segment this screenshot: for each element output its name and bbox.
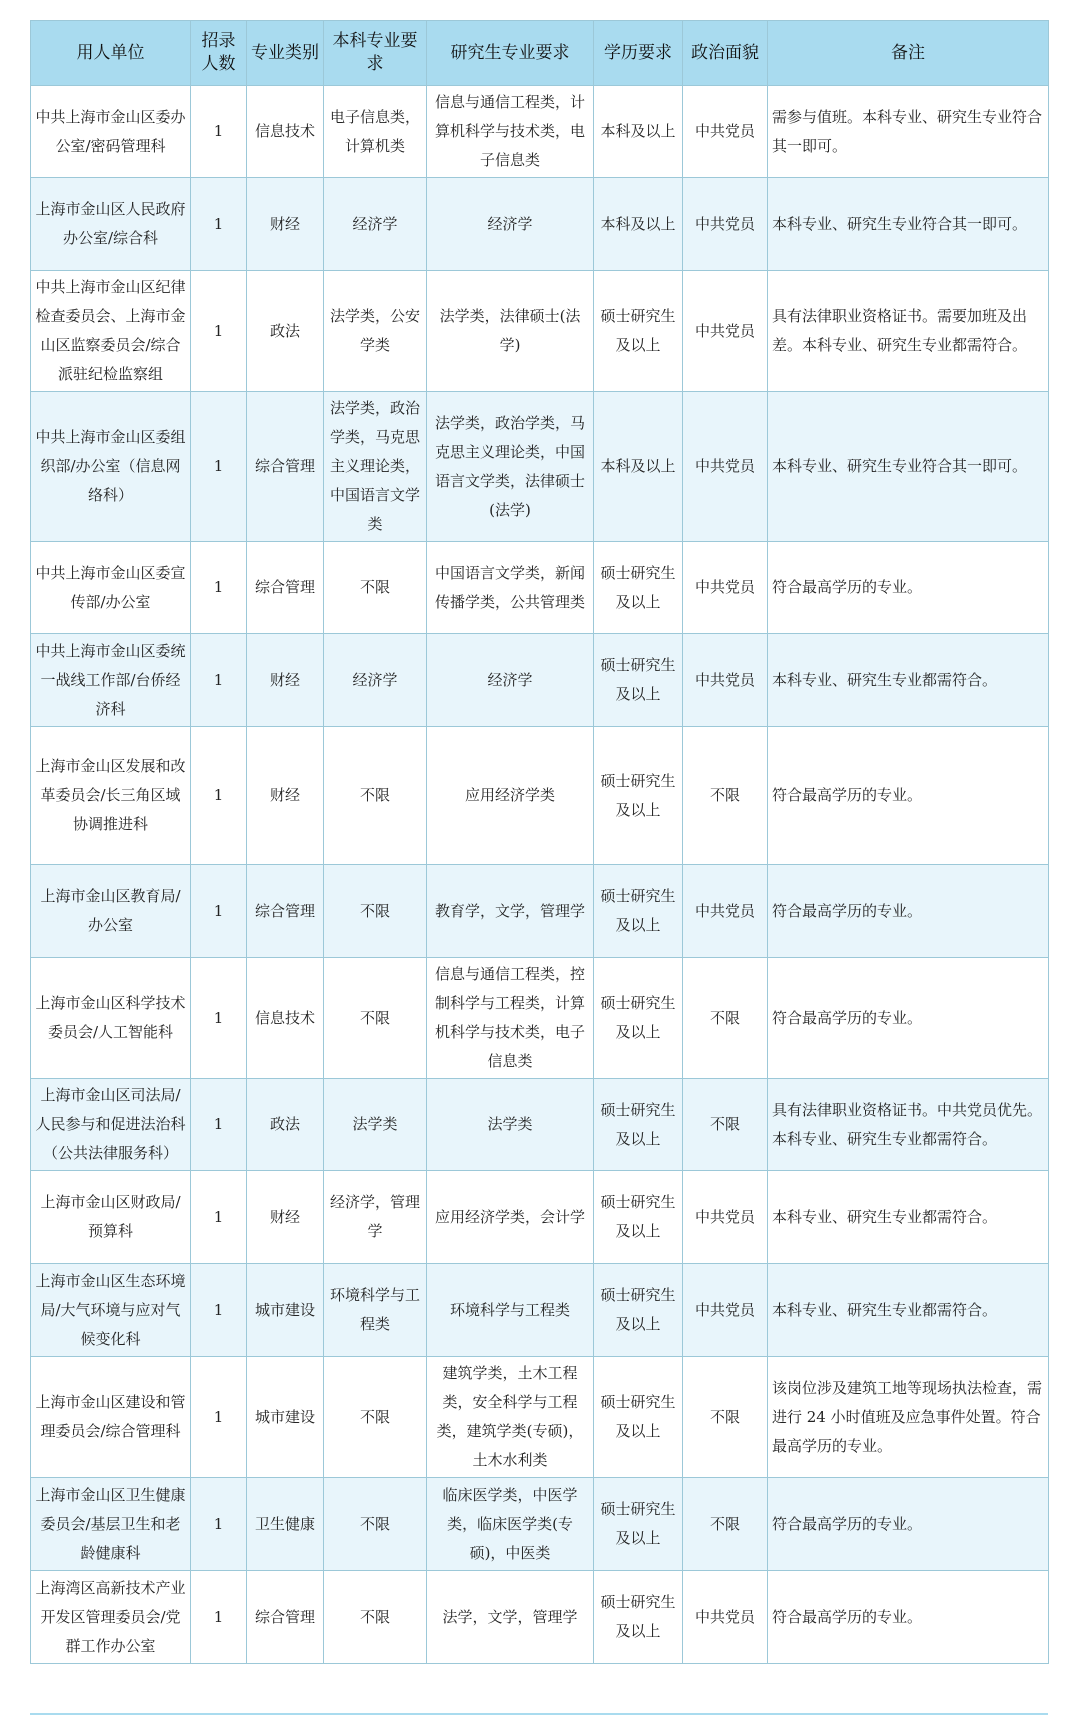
cell-category: 政法 [247, 271, 324, 392]
header-note: 备注 [768, 21, 1049, 86]
cell-unit: 上海市金山区建设和管理委员会/综合管理科 [31, 1357, 191, 1478]
cell-unit: 上海市金山区教育局/办公室 [31, 865, 191, 958]
header-degree: 学历要求 [594, 21, 683, 86]
cell-undergrad: 经济学，管理学 [324, 1171, 427, 1264]
cell-note: 本科专业、研究生专业都需符合。 [768, 1264, 1049, 1357]
cell-undergrad: 经济学 [324, 634, 427, 727]
cell-degree: 硕士研究生及以上 [594, 1571, 683, 1664]
cell-count: 1 [191, 392, 247, 542]
cell-degree: 硕士研究生及以上 [594, 727, 683, 865]
cell-note: 符合最高学历的专业。 [768, 865, 1049, 958]
cell-political: 不限 [683, 1079, 768, 1171]
table-row [31, 542, 1049, 634]
table-row [31, 958, 1049, 1079]
cell-note: 本科专业、研究生专业都需符合。 [768, 634, 1049, 727]
cell-undergrad: 环境科学与工程类 [324, 1264, 427, 1357]
cell-unit: 中共上海市金山区委宣传部/办公室 [31, 542, 191, 634]
cell-category: 财经 [247, 1171, 324, 1264]
header-category: 专业类别 [247, 21, 324, 86]
cell-political: 中共党员 [683, 271, 768, 392]
cell-note: 具有法律职业资格证书。需要加班及出差。本科专业、研究生专业都需符合。 [768, 271, 1049, 392]
table-header-row [31, 21, 1049, 86]
cell-political: 中共党员 [683, 865, 768, 958]
cell-category: 信息技术 [247, 958, 324, 1079]
cell-political: 中共党员 [683, 392, 768, 542]
cell-category: 财经 [247, 727, 324, 865]
cell-note: 符合最高学历的专业。 [768, 1478, 1049, 1571]
cell-grad: 教育学，文学，管理学 [427, 865, 594, 958]
cell-category: 综合管理 [247, 1571, 324, 1664]
cell-count: 1 [191, 1478, 247, 1571]
cell-undergrad: 法学类 [324, 1079, 427, 1171]
cell-count: 1 [191, 542, 247, 634]
cell-undergrad: 不限 [324, 865, 427, 958]
cell-grad: 法学类，政治学类，马克思主义理论类，中国语言文学类，法律硕士(法学) [427, 392, 594, 542]
cell-grad: 临床医学类，中医学类，临床医学类(专硕)，中医类 [427, 1478, 594, 1571]
cell-undergrad: 不限 [324, 1478, 427, 1571]
cell-political: 中共党员 [683, 542, 768, 634]
cell-note: 需参与值班。本科专业、研究生专业符合其一即可。 [768, 86, 1049, 178]
cell-note: 符合最高学历的专业。 [768, 1571, 1049, 1664]
cell-political: 不限 [683, 1478, 768, 1571]
cell-degree: 硕士研究生及以上 [594, 542, 683, 634]
cell-grad: 法学类 [427, 1079, 594, 1171]
table-row [31, 271, 1049, 392]
cell-unit: 上海市金山区财政局/预算科 [31, 1171, 191, 1264]
cell-unit: 中共上海市金山区委组织部/办公室（信息网络科） [31, 392, 191, 542]
cell-note: 本科专业、研究生专业符合其一即可。 [768, 392, 1049, 542]
cell-category: 综合管理 [247, 865, 324, 958]
cell-unit: 上海市金山区发展和改革委员会/长三角区域协调推进科 [31, 727, 191, 865]
cell-grad: 应用经济学类 [427, 727, 594, 865]
cell-category: 信息技术 [247, 86, 324, 178]
cell-note: 本科专业、研究生专业都需符合。 [768, 1171, 1049, 1264]
cell-count: 1 [191, 1264, 247, 1357]
cell-count: 1 [191, 271, 247, 392]
cell-undergrad: 不限 [324, 1357, 427, 1478]
cell-degree: 本科及以上 [594, 392, 683, 542]
cell-undergrad: 经济学 [324, 178, 427, 271]
cell-grad: 法学，文学，管理学 [427, 1571, 594, 1664]
cell-degree: 硕士研究生及以上 [594, 1079, 683, 1171]
cell-grad: 环境科学与工程类 [427, 1264, 594, 1357]
cell-political: 中共党员 [683, 86, 768, 178]
header-political: 政治面貌 [683, 21, 768, 86]
cell-note: 符合最高学历的专业。 [768, 542, 1049, 634]
table-row [31, 1357, 1049, 1478]
cell-undergrad: 不限 [324, 542, 427, 634]
bottom-border [30, 1713, 1048, 1715]
cell-political: 中共党员 [683, 1264, 768, 1357]
cell-degree: 本科及以上 [594, 86, 683, 178]
cell-note: 符合最高学历的专业。 [768, 727, 1049, 865]
cell-unit: 中共上海市金山区委统一战线工作部/台侨经济科 [31, 634, 191, 727]
cell-political: 不限 [683, 1357, 768, 1478]
table-row [31, 727, 1049, 865]
cell-grad: 经济学 [427, 178, 594, 271]
cell-count: 1 [191, 1079, 247, 1171]
table-row [31, 1571, 1049, 1664]
header-count: 招录人数 [191, 21, 247, 86]
cell-grad: 信息与通信工程类，控制科学与工程类，计算机科学与技术类，电子信息类 [427, 958, 594, 1079]
cell-count: 1 [191, 865, 247, 958]
cell-category: 城市建设 [247, 1357, 324, 1478]
cell-count: 1 [191, 1357, 247, 1478]
cell-degree: 硕士研究生及以上 [594, 1478, 683, 1571]
cell-grad: 经济学 [427, 634, 594, 727]
cell-political: 中共党员 [683, 178, 768, 271]
cell-count: 1 [191, 958, 247, 1079]
header-unit: 用人单位 [31, 21, 191, 86]
cell-count: 1 [191, 178, 247, 271]
table-row [31, 178, 1049, 271]
cell-note: 符合最高学历的专业。 [768, 958, 1049, 1079]
cell-grad: 信息与通信工程类，计算机科学与技术类，电子信息类 [427, 86, 594, 178]
cell-undergrad: 不限 [324, 958, 427, 1079]
table-row [31, 865, 1049, 958]
cell-degree: 本科及以上 [594, 178, 683, 271]
cell-note: 本科专业、研究生专业符合其一即可。 [768, 178, 1049, 271]
cell-category: 政法 [247, 1079, 324, 1171]
cell-undergrad: 不限 [324, 727, 427, 865]
table-row [31, 634, 1049, 727]
cell-count: 1 [191, 727, 247, 865]
cell-degree: 硕士研究生及以上 [594, 958, 683, 1079]
table-row [31, 1079, 1049, 1171]
cell-unit: 上海市金山区人民政府办公室/综合科 [31, 178, 191, 271]
cell-political: 中共党员 [683, 634, 768, 727]
table-row [31, 1171, 1049, 1264]
cell-undergrad: 不限 [324, 1571, 427, 1664]
header-undergrad: 本科专业要求 [324, 21, 427, 86]
table-row [31, 86, 1049, 178]
cell-political: 不限 [683, 727, 768, 865]
cell-grad: 建筑学类，土木工程类，安全科学与工程类，建筑学类(专硕)，土木水利类 [427, 1357, 594, 1478]
cell-undergrad: 电子信息类，计算机类 [324, 86, 427, 178]
table-row [31, 1478, 1049, 1571]
cell-grad: 法学类，法律硕士(法学) [427, 271, 594, 392]
cell-count: 1 [191, 634, 247, 727]
table-row [31, 1264, 1049, 1357]
cell-note: 具有法律职业资格证书。中共党员优先。本科专业、研究生专业都需符合。 [768, 1079, 1049, 1171]
cell-category: 综合管理 [247, 392, 324, 542]
cell-grad: 应用经济学类，会计学 [427, 1171, 594, 1264]
cell-unit: 上海市金山区司法局/人民参与和促进法治科（公共法律服务科） [31, 1079, 191, 1171]
cell-degree: 硕士研究生及以上 [594, 271, 683, 392]
cell-political: 中共党员 [683, 1171, 768, 1264]
cell-count: 1 [191, 1571, 247, 1664]
table-row [31, 392, 1049, 542]
cell-category: 财经 [247, 634, 324, 727]
cell-category: 综合管理 [247, 542, 324, 634]
cell-note: 该岗位涉及建筑工地等现场执法检查，需进行 24 小时值班及应急事件处置。符合最高学历的专业。 [768, 1357, 1049, 1478]
cell-unit: 上海市金山区生态环境局/大气环境与应对气候变化科 [31, 1264, 191, 1357]
cell-unit: 上海湾区高新技术产业开发区管理委员会/党群工作办公室 [31, 1571, 191, 1664]
cell-unit: 中共上海市金山区委办公室/密码管理科 [31, 86, 191, 178]
cell-grad: 中国语言文学类，新闻传播学类，公共管理类 [427, 542, 594, 634]
header-grad: 研究生专业要求 [427, 21, 594, 86]
cell-unit: 上海市金山区卫生健康委员会/基层卫生和老龄健康科 [31, 1478, 191, 1571]
cell-unit: 上海市金山区科学技术委员会/人工智能科 [31, 958, 191, 1079]
cell-count: 1 [191, 1171, 247, 1264]
cell-degree: 硕士研究生及以上 [594, 865, 683, 958]
cell-degree: 硕士研究生及以上 [594, 634, 683, 727]
cell-degree: 硕士研究生及以上 [594, 1357, 683, 1478]
cell-category: 城市建设 [247, 1264, 324, 1357]
cell-unit: 中共上海市金山区纪律检查委员会、上海市金山区监察委员会/综合派驻纪检监察组 [31, 271, 191, 392]
cell-undergrad: 法学类，政治学类，马克思主义理论类，中国语言文学类 [324, 392, 427, 542]
cell-degree: 硕士研究生及以上 [594, 1171, 683, 1264]
cell-political: 不限 [683, 958, 768, 1079]
cell-political: 中共党员 [683, 1571, 768, 1664]
recruitment-table [30, 20, 1049, 1664]
cell-count: 1 [191, 86, 247, 178]
cell-category: 卫生健康 [247, 1478, 324, 1571]
cell-undergrad: 法学类，公安学类 [324, 271, 427, 392]
cell-category: 财经 [247, 178, 324, 271]
cell-degree: 硕士研究生及以上 [594, 1264, 683, 1357]
recruitment-table-container [30, 20, 1048, 1664]
